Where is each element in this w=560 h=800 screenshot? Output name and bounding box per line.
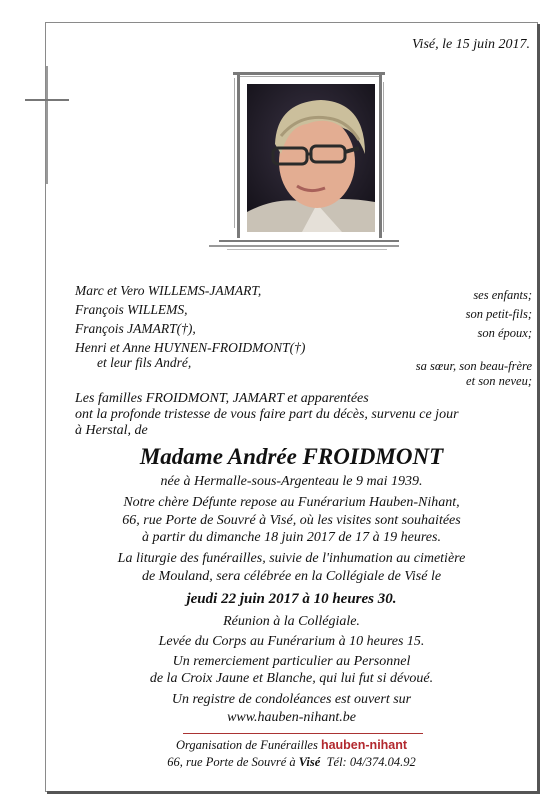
after-line: Réunion à la Collégiale. — [223, 614, 360, 629]
after-line: Un remerciement particulier au Personnel — [172, 654, 411, 669]
family-line: François JAMART(†), — [75, 321, 196, 336]
notice-date: Visé, le 15 juin 2017. — [412, 37, 530, 52]
relation-label: ses enfants; — [473, 288, 532, 302]
footer-address — [45, 755, 538, 770]
after-line: de la Croix Jaune et Blanche, qui lui fut si dévoué. — [149, 671, 434, 686]
ceremony-date: jeudi 22 juin 2017 à 10 heures 30. — [186, 591, 397, 607]
footer-city: Visé — [298, 755, 321, 769]
deceased-name: Madame Andrée FROIDMONT — [139, 444, 444, 469]
detail-line: Notre chère Défunte repose au Funérarium Hauben-Nihant, — [123, 495, 460, 510]
portrait-frame — [233, 72, 385, 242]
relation-label: son petit-fils; — [465, 307, 532, 321]
footer-phone: Tél: 04/374.04.92 — [326, 755, 416, 769]
website-link[interactable]: www.hauben-nihant.be — [227, 710, 356, 725]
family-line: Henri et Anne HUYNEN-FROIDMONT(†) — [75, 340, 306, 355]
detail-line: de Mouland, sera célébrée en la Collégiale de Visé le — [141, 569, 442, 584]
announcement-line: à Herstal, de — [75, 423, 148, 438]
relation-label: son époux; — [477, 326, 532, 340]
footer-street: 66, rue Porte de Souvré à — [167, 755, 296, 769]
footer-org-label: Organisation de Funérailles — [175, 738, 318, 752]
after-line: Levée du Corps au Funérarium à 10 heures 15. — [158, 634, 425, 649]
relation-label: sa sœur, son beau-frère — [415, 359, 532, 373]
cross-icon — [46, 66, 48, 184]
relation-label: et son neveu; — [466, 374, 532, 388]
family-line: François WILLEMS, — [75, 302, 188, 317]
birth-info: née à Hermalle-sous-Argenteau le 9 mai 1939. — [160, 474, 423, 489]
brand-logo: hauben-nihant — [320, 738, 408, 752]
footer-organisation — [45, 738, 538, 753]
portrait-photo — [247, 84, 375, 232]
footer-divider — [183, 733, 423, 734]
detail-line: La liturgie des funérailles, suivie de l'inhumation au cimetière — [117, 551, 466, 566]
announcement-line: Les familles FROIDMONT, JAMART et apparentées — [75, 391, 369, 406]
detail-line: 66, rue Porte de Souvré à Visé, où les visites sont souhaitées — [122, 513, 461, 528]
family-line: Marc et Vero WILLEMS-JAMART, — [75, 283, 262, 298]
family-line: et leur fils André, — [97, 355, 192, 370]
frame-shadow-bottom — [47, 791, 540, 794]
after-line: Un registre de condoléances est ouvert sur — [171, 692, 412, 707]
cross-icon-bar — [25, 99, 69, 101]
detail-line: à partir du dimanche 18 juin 2017 de 17 à 19 heures. — [142, 530, 441, 545]
announcement-line: ont la profonde tristesse de vous faire part du décès, survenu ce jour — [75, 407, 459, 422]
